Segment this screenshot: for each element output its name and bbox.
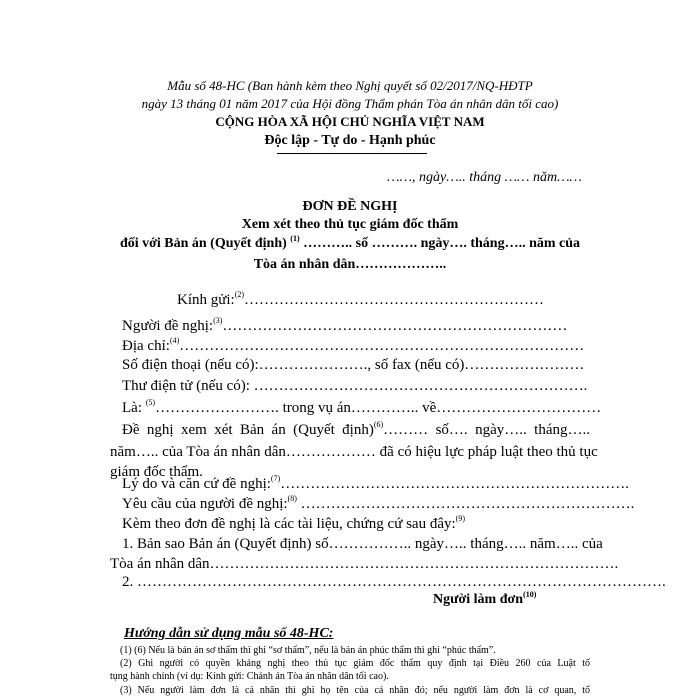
form-reference-line1: Mẫu số 48-HC (Ban hành kèm theo Nghị quyết số 02/2017/NQ-HĐTP [167, 78, 533, 93]
email-line: Thư điện tử (nếu có): …………………………………………………………. [122, 378, 588, 394]
recipient-line: Kính gửi:$^{(2)}$…………………………………………………… [177, 290, 545, 308]
demands-line: Yêu cầu của người đề nghị:$^{(8)}$ …………………………………………………………. [122, 494, 635, 512]
document-subtitle-3: Tòa án nhân dân……………….. [253, 257, 447, 272]
attachments-line: Kèm theo đơn đề nghị là các tài liệu, chứng cứ sau đây:$^{(9)}$ [122, 514, 465, 532]
nation-heading: CỘNG HÒA XÃ HỘI CHỦ NGHĨA VIỆT NAM [215, 114, 485, 129]
document-subtitle-2: đối với Bản án (Quyết định) $^{(1)}$ ……….. số ………. ngày…. tháng….. năm của [119, 234, 581, 251]
reasons-line: Lý do và căn cứ đề nghị:$^{(7)}$……………………………………………………………. [122, 474, 629, 492]
guide-title: Hướng dẫn sử dụng mẫu số 48-HC: [124, 626, 334, 641]
guide-note-2-line2: tụng hành chính (ví dụ: Kính gửi: Chánh án Tòa án nhân dân tối cao). [110, 671, 389, 682]
address-line: Địa chỉ:$^{(4)}$……………………………………………………………………… [122, 336, 585, 354]
form-reference-line2: ngày 13 tháng 01 năm 2017 của Hội đồng Thẩm phán Tòa án nhân dân tối cao) [141, 96, 559, 111]
request-line-3: giám đốc thẩm. [110, 464, 203, 480]
request-line-2: năm….. của Tòa án nhân dân……………… đã có hiệu lực pháp luật theo thủ tục [110, 444, 598, 460]
document-title: ĐƠN ĐỀ NGHỊ [302, 199, 398, 214]
guide-note-3: (3) Nếu người làm đơn là cá nhân thì ghi họ tên của cá nhân đó; nếu người làm đơn là cơ quan, tổ [120, 685, 590, 696]
date-line: ……, ngày….. tháng …… năm…… [387, 170, 582, 185]
attachment-item-2: 2. ……………………………………………………………………………………………. [122, 574, 666, 590]
role-line: Là: $^{(5)}$……………………. trong vụ án………….. về…………………………… [122, 398, 602, 416]
attachment-item-1-line1: 1. Bản sao Bản án (Quyết định) số…………….. ngày….. tháng….. năm….. của [122, 536, 603, 552]
motto-underline [277, 153, 427, 154]
attachment-item-1-line2: Tòa án nhân dân………………………………………………………………………. [110, 556, 619, 572]
signer-label: Người làm đơn$^{(10)}$ [433, 590, 537, 607]
phone-fax-line: Số điện thoại (nếu có):…………………., số fax (nếu có)…………………… [122, 357, 585, 373]
applicant-line: Người đề nghị:$^{(3)}$…………………………………………………………… [122, 316, 568, 334]
guide-note-1: (1) (6) Nếu là bản án sơ thẩm thì ghi “sơ thẩm”, nếu là bản án phúc thẩm thì ghi “phúc thẩm”. [120, 645, 496, 656]
guide-note-2-line1: (2) Ghi người có quyền kháng nghị theo thủ tục giám đốc thẩm quy định tại Điều 260 của Luật tố [120, 658, 590, 669]
motto: Độc lập - Tự do - Hạnh phúc [264, 133, 436, 148]
request-line-1: Đề nghị xem xét Bản án (Quyết định)$^{(6)}$……… số…. ngày….. tháng….. [122, 420, 590, 438]
document-subtitle-1: Xem xét theo thủ tục giám đốc thẩm [241, 217, 459, 232]
